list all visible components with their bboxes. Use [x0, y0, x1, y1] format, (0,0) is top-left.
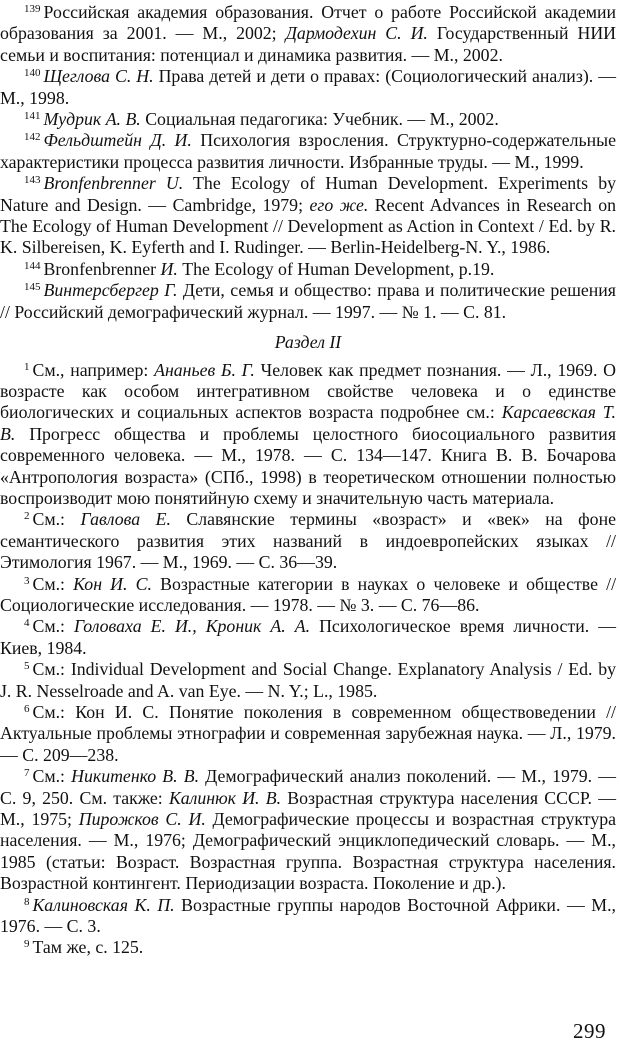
author-name: Пирожков С. И.: [78, 809, 206, 830]
endnote-text: Социальная педагогика: Учебник. — М., 2002.: [140, 109, 499, 130]
author-name: Ананьев Б. Г.: [154, 359, 255, 380]
endnote-text: Демографический анализ поколений. — М., 1979. — С. 9, 250. См. также:: [0, 766, 616, 808]
endnote: [0, 616, 616, 659]
endnote-text: См.: Кон И. С. Понятие поколения в современном обществоведении // Актуальные проблемы этнографии и современная зарубежная наука. — Л., 1979. — С. 209—238.: [0, 702, 616, 765]
endnote-text: Психологическое время личности. — Киев, 1984.: [0, 616, 616, 658]
endnote-number: 3: [24, 574, 30, 587]
endnote: [0, 574, 616, 617]
endnote: [0, 280, 616, 323]
author-name: Bronfenbrenner U.: [43, 173, 184, 194]
endnote: [0, 937, 616, 958]
endnote-text: См.: Individual Development and Social Change. Explanatory Analysis / Ed. by J. R. Nesselroade and A. van Eye. — N. Y.; L., 1985.: [0, 659, 616, 701]
endnote-number: 145: [24, 281, 41, 294]
author-name: Щеглова С. Н.: [43, 66, 154, 87]
endnote: [0, 659, 616, 702]
endnote-number: 144: [24, 259, 41, 272]
endnote-text: Демографические процессы и возрастная структура населения. — М., 1976; Демографический энциклопедический словарь. — М., 1985 (статьи: Возраст. Возрастная группа. Возрастная структура населения. Возрастной контингент. Периодизации возраста. Поколение и др.).: [0, 809, 616, 894]
endnote-number: 9: [24, 938, 30, 951]
endnote-number: 139: [24, 3, 41, 15]
author-name: Винтерсбергер Г.: [43, 280, 178, 301]
endnote-text: Возрастные группы народов Восточной Африки. — М., 1976. — С. 3.: [0, 894, 616, 937]
endnote: [0, 766, 616, 894]
endnotes-part-2: [0, 360, 616, 959]
endnote: [0, 130, 616, 173]
endnote-number: 8: [24, 895, 30, 908]
endnote-text: Bronfenbrenner: [43, 258, 161, 279]
author-name: Гавлова Е.: [80, 509, 171, 530]
endnote: [0, 895, 616, 938]
endnote-text: Славянские термины «возраст» и «век» на фоне семантического развития этих названий в индоевропейских языках // Этимология 1967. — М., 1969. — С. 36—39.: [0, 509, 616, 573]
endnote-text: Человек как предмет познания. — Л., 1969. О возрасте как особом интегративном свойстве человека и о единстве биологических и социальных аспектов возраста подробнее см.:: [0, 359, 616, 423]
endnote-text: См.:: [32, 766, 72, 787]
endnote-number: 4: [24, 617, 30, 630]
endnote-text: См.:: [32, 616, 75, 637]
endnote: [0, 109, 616, 130]
endnote-text: См.:: [32, 509, 81, 530]
endnote-text: Возрастные категории в науках о человеке и обществе // Социологические исследования. — 1978. — № 3. — С. 76—86.: [0, 573, 617, 615]
endnotes-part-1: [0, 2, 616, 323]
endnote-text: Российская академия образования. Отчет о работе Российской академии образования за 2001. — М., 2002;: [0, 2, 616, 44]
author-name: Никитенко В. В.: [71, 766, 200, 787]
endnote-number: 7: [24, 767, 30, 780]
endnote: [0, 259, 616, 280]
endnote-text: Права детей и дети о правах: (Социологический анализ). — М., 1998.: [0, 66, 616, 108]
endnote-text: Recent Advances in Research on The Ecology of Human Development // Development as Action in Context / Ed. by R. K. Silbereisen, K. Eyferth and I. Rudinger. — Berlin-Heidelberg-N. Y., 1986.: [0, 194, 616, 258]
endnote-number: 141: [24, 110, 41, 123]
endnote-number: 5: [24, 660, 30, 673]
endnote-text: Дети, семья и общество: права и политические решения // Российский демографический журнал. — 1997. — № 1. — С. 81.: [0, 280, 616, 322]
endnotes-block: [0, 2, 616, 959]
author-name: И.: [160, 258, 178, 279]
author-name: Головаха Е. И., Кроник А. А.: [74, 616, 311, 637]
endnote: [0, 702, 616, 766]
author-name: его же.: [309, 194, 369, 215]
endnote: [0, 360, 616, 510]
author-name: Мудрик А. В.: [43, 109, 141, 130]
endnote-number: 143: [24, 174, 41, 187]
author-name: Калиновская К. П.: [32, 894, 175, 915]
author-name: Калинюк И. В.: [168, 787, 282, 808]
section-title: Раздел II: [274, 332, 342, 353]
author-name: Карсаевская Т. В.: [0, 402, 616, 444]
endnote-text: Там же, с. 125.: [32, 937, 144, 958]
author-name: Кон И. С.: [73, 573, 152, 594]
endnote-text: См.:: [32, 573, 74, 594]
author-name: Дармодехин С. И.: [285, 23, 428, 44]
endnote-text: Психология взросления. Структурно-содержательные характеристики процесса развития личности. Избранные труды. — М., 1999.: [0, 130, 616, 172]
endnote-number: 6: [24, 703, 30, 715]
endnote: [0, 66, 616, 109]
endnote-text: Возрастная структура населения СССР. — М., 1975;: [0, 787, 616, 830]
endnote: [0, 509, 616, 573]
endnote-number: 140: [24, 67, 41, 80]
endnote-text: The Ecology of Human Development. Experiments by Nature and Design. — Cambridge, 1979;: [0, 173, 616, 215]
endnote-number: 1: [24, 360, 30, 373]
endnote: [0, 173, 616, 259]
author-name: Фельдштейн Д. И.: [43, 130, 192, 151]
endnote-number: 2: [24, 510, 30, 523]
endnote-text: См., например:: [32, 359, 155, 380]
page-number: 299: [573, 1019, 606, 1043]
endnote-number: 142: [24, 131, 41, 144]
endnote-text: The Ecology of Human Development, p.19.: [177, 258, 495, 279]
endnote-text: Прогресс общества и проблемы целостного биосоциального развития современного человека. — М., 1978. — С. 134—147. Книга В. В. Бочарова «Антропология возраста» (СПб., 1998) в теоретическом отношении полностью воспроизводит мою понятийную схему и значительную часть материала.: [0, 423, 616, 508]
endnote-text: Государственный НИИ семьи и воспитания: потенциал и динамика развития. — М., 2002.: [0, 23, 616, 65]
endnote: [0, 2, 616, 66]
